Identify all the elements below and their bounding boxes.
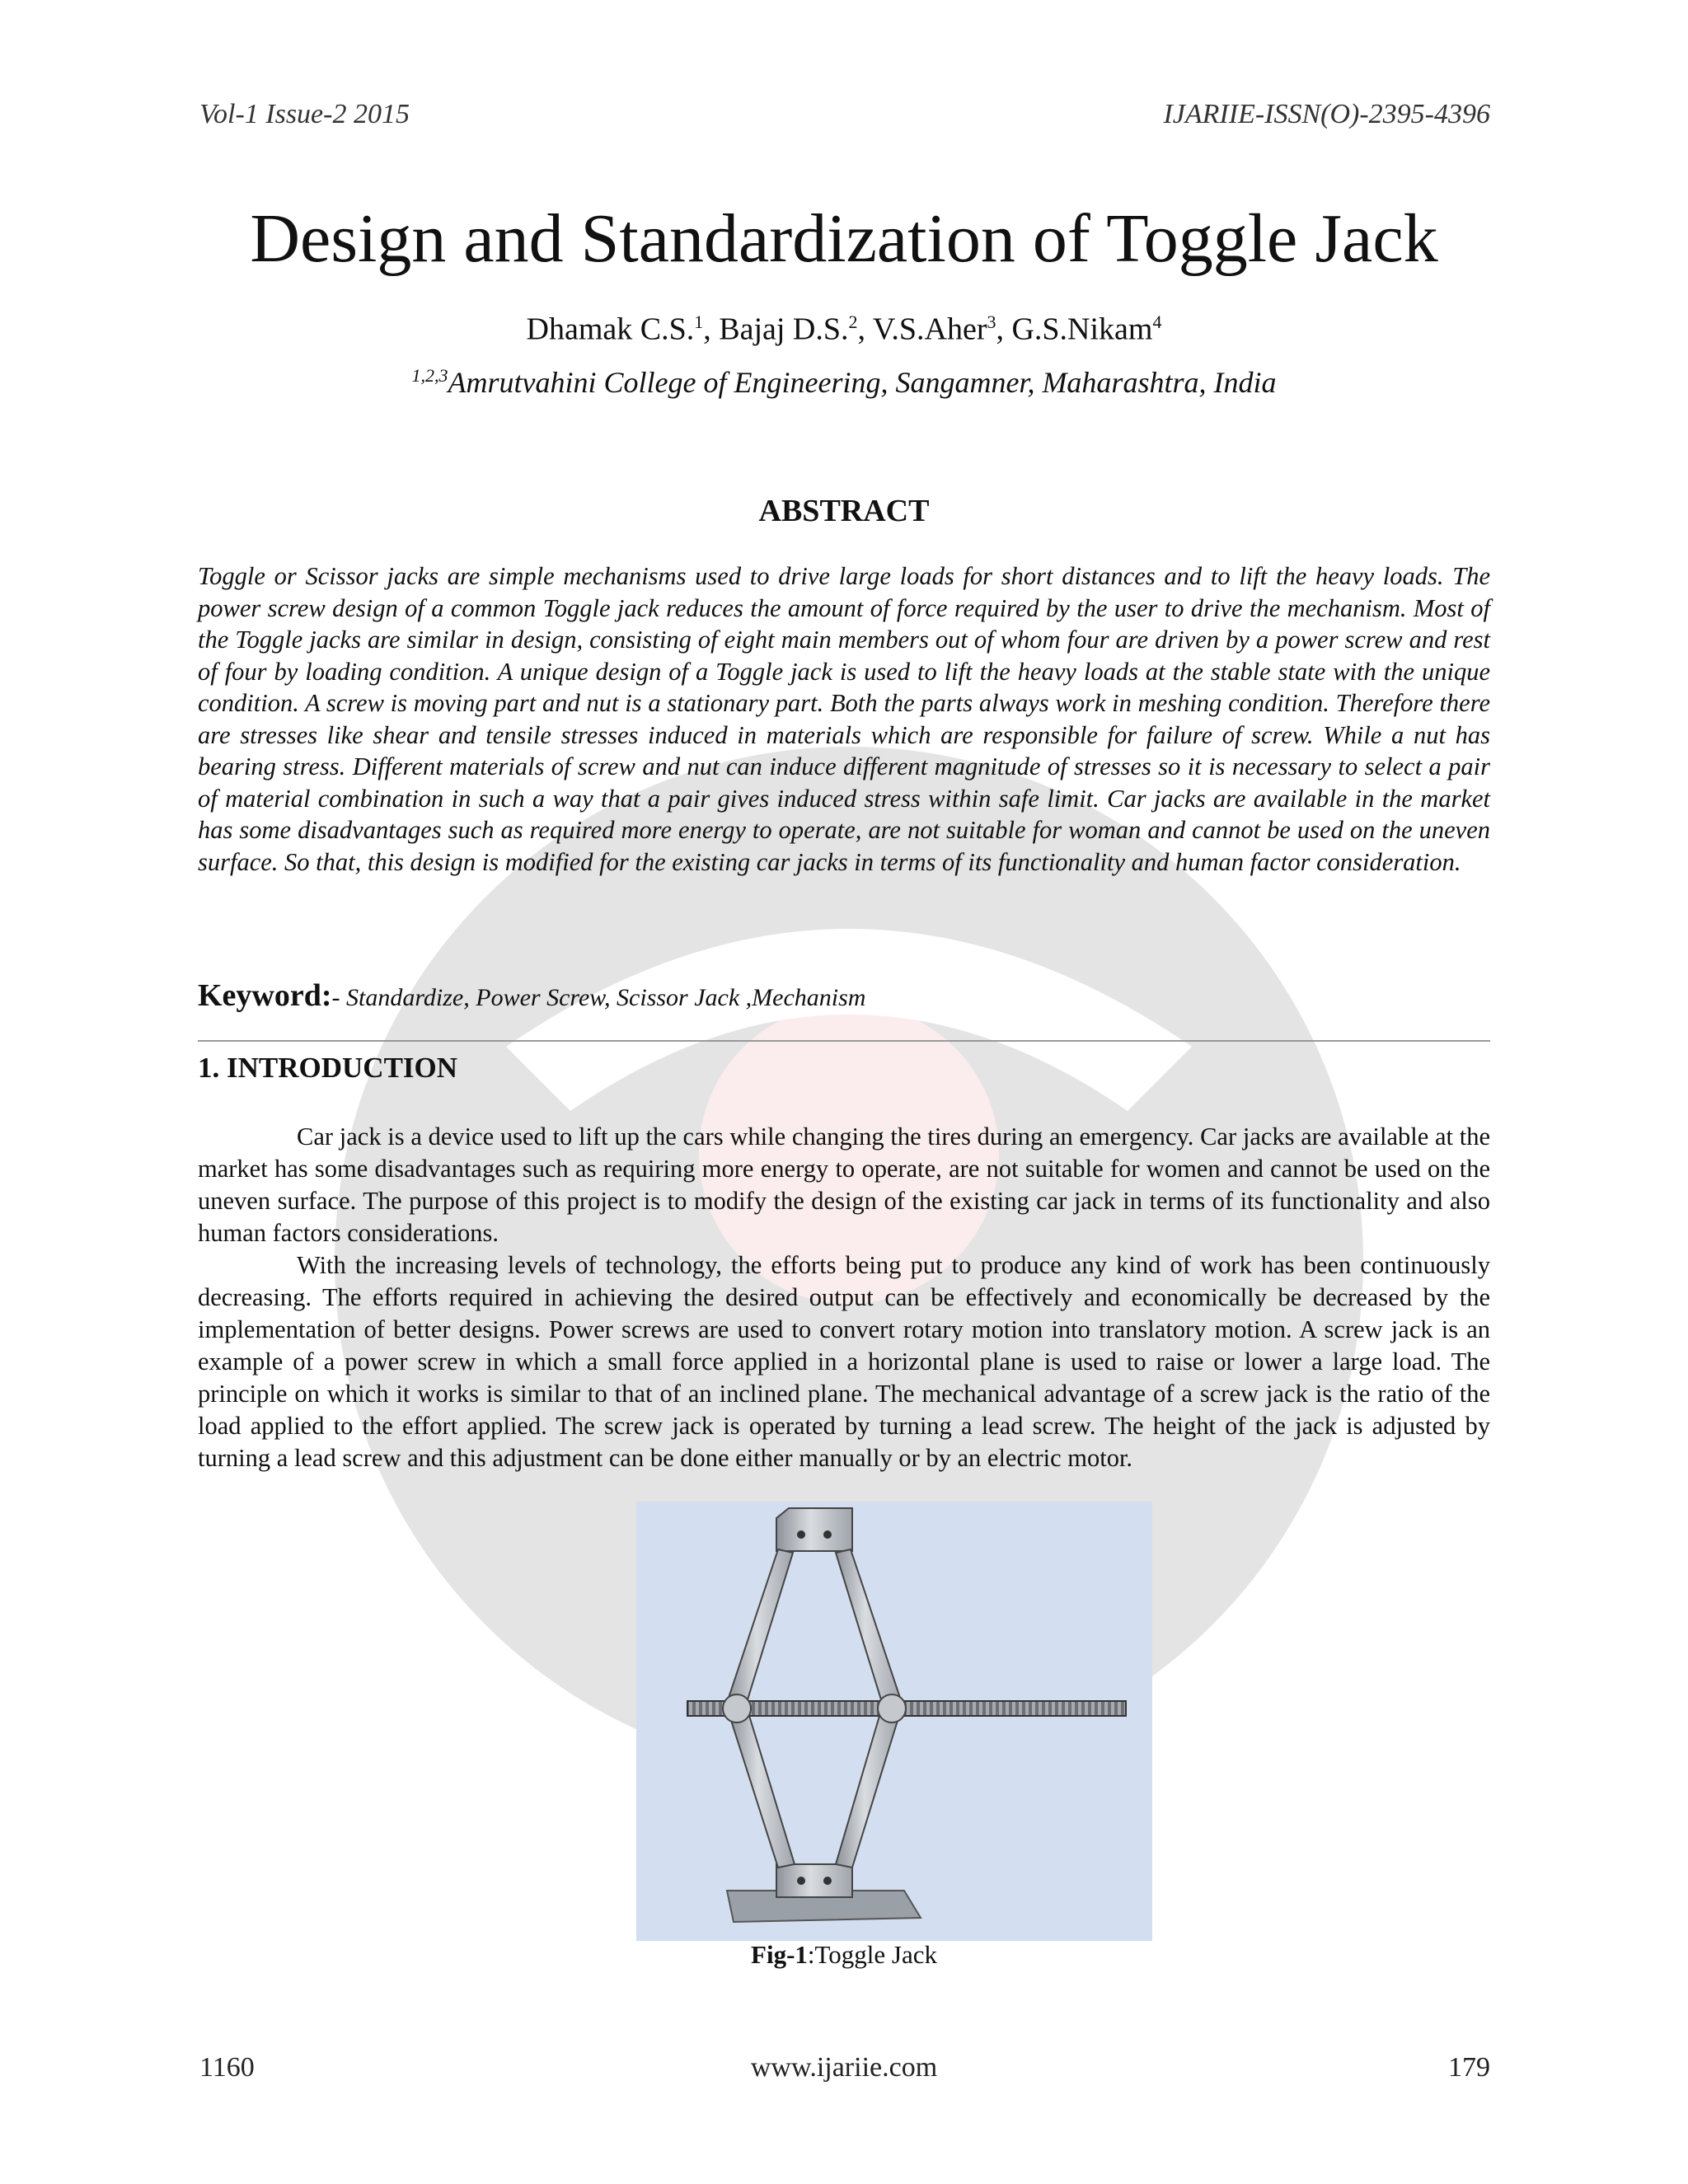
author-separator: , [703,312,720,347]
keyword-text: - Standardize, Power Screw, Scissor Jack ,Mechanism [331,984,866,1011]
author-separator: , [996,312,1012,347]
introduction-heading: 1. INTRODUCTION [198,1052,458,1084]
figure-caption-text: :Toggle Jack [807,1940,937,1969]
author-affiliation-mark: 2 [848,312,858,332]
author-list [0,302,1688,350]
author-affiliation-mark: 4 [1152,312,1162,332]
affiliation-text: Amrutvahini College of Engineering, Sangamner, Maharashtra, India [448,366,1277,399]
abstract-body: Toggle or Scissor jacks are simple mechanisms used to drive large loads for short distances and to lift the heavy loads. The power screw design of a common Toggle jack reduces the amount of force required by the user to drive the mechanism. Most of the Toggle jacks are similar in design, consisting of eight main members out of whom four are driven by a power screw and rest of four by loading condition. A unique design of a Toggle jack is used to lift the heavy loads at the stable state with the unique condition. A screw is moving part and nut is a stationary part. Both the parts always work in meshing condition. Therefore there are stresses like shear and tensile stresses induced in materials which are responsible for failure of screw. While a nut has bearing stress. Different materials of screw and nut can induce different magnitude of stresses so it is necessary to select a pair of material combination in such a way that a pair gives induced stress within safe limit. Car jacks are available in the market has some disadvantages such as required more energy to operate, are not suitable for woman and cannot be used on the uneven surface. So that, this design is modified for the existing car jacks in terms of its functionality and human factor consideration. [198,562,1490,876]
author-separator: , [857,312,873,347]
figure-caption [0,1940,1688,1970]
abstract-heading: ABSTRACT [758,494,930,528]
keyword-label: Keyword: [198,978,332,1013]
paragraph: With the increasing levels of technology, the efforts being put to produce any kind of work has been continuously decreasing. The efforts required in achieving the desired output can be effectively and economically be decreased by the implementation of better designs. Power screws are used to convert rotary motion into translatory motion. A screw jack is an example of a power screw in which a small force applied in a horizontal plane is used to raise or lower a large load. The principle on which it works is similar to that of an inclined plane. The mechanical advantage of a screw jack is the ratio of the load applied to the effort applied. The screw jack is operated by turning a lead screw. The height of the jack is adjusted by turning a lead screw and this adjustment can be done either manually or by an electric motor. [198,1251,1490,1472]
author-name: V.S.Aher [872,312,987,347]
author-affiliation-mark: 3 [987,312,996,332]
author-name: Dhamak C.S. [526,312,695,347]
toggle-jack-figure [636,1502,1152,1941]
toggle-jack-drawing [636,1502,1152,1941]
affiliation-mark: 1,2,3 [411,365,448,386]
keyword-line [198,977,1490,1016]
paper-title: Design and Standardization of Toggle Jack [250,200,1438,277]
footer-page-number: 179 [1448,2052,1490,2083]
footer-left-number: 1160 [199,2052,255,2083]
paragraph: Car jack is a device used to lift up the cars while changing the tires during an emergency. Car jacks are available at the market has some disadvantages such as requiring more energy to operate, are not suitable for women and cannot be used on the uneven surface. The purpose of this project is to modify the design of the existing car jack in terms of its functionality and also human factors considerations. [198,1122,1490,1247]
header-journal-issn: IJARIIE-ISSN(O)-2395-4396 [1163,99,1490,129]
header-volume: Vol-1 Issue-2 2015 [199,99,410,129]
author-affiliation-mark: 1 [694,312,704,332]
section-divider [198,1040,1490,1042]
author-name: Bajaj D.S. [719,312,849,347]
introduction-body [198,1121,1490,1474]
affiliation [0,356,1688,402]
author-name: G.S.Nikam [1011,312,1153,347]
figure-label: Fig-1 [751,1940,808,1969]
footer-website: www.ijariie.com [750,2052,938,2083]
